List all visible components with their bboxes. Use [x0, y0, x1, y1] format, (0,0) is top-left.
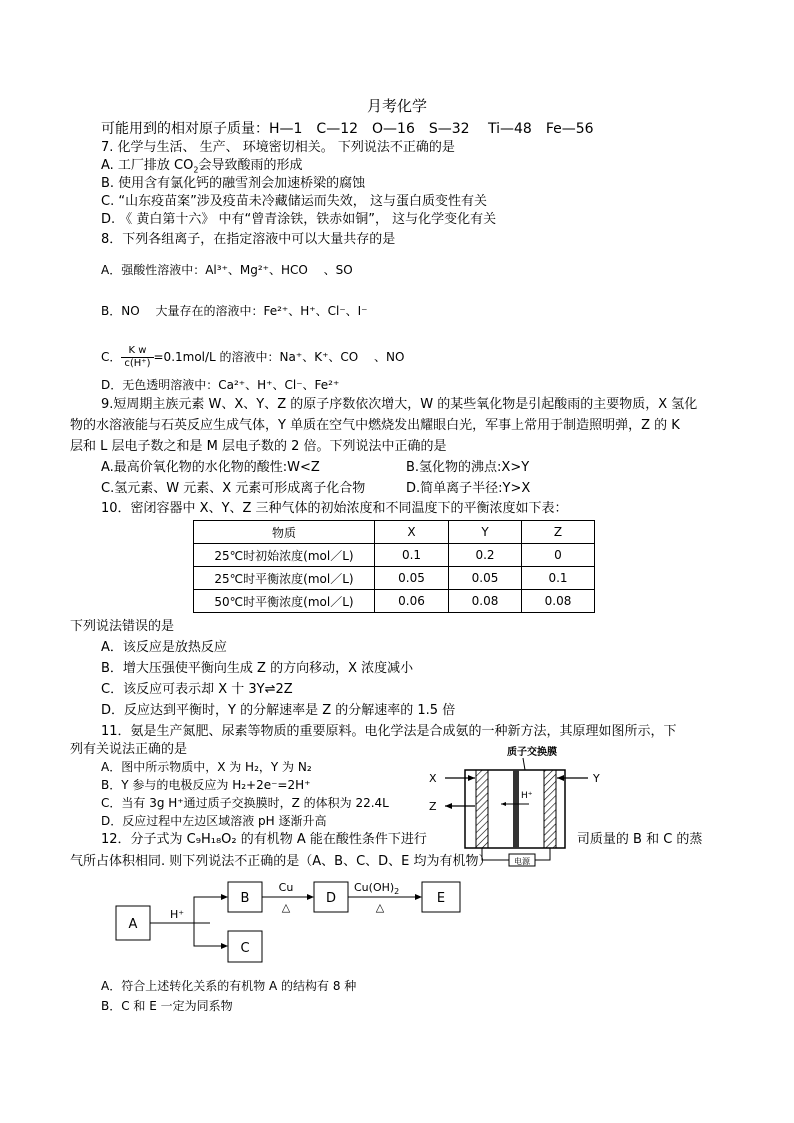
- z-label: Z: [429, 800, 437, 813]
- table-header-row: [194, 521, 595, 544]
- membrane-label: 质子交换膜: [507, 747, 557, 758]
- box-c-label: C: [240, 941, 250, 956]
- box-a-label: A: [128, 917, 138, 932]
- q10-stem: 10．密闭容器中 X、Y、Z 三种气体的初始浓度和不同温度下的平衡浓度如下表：: [101, 501, 568, 516]
- table-cell: 0.05: [375, 567, 449, 590]
- table-cell: 0.2: [449, 544, 522, 567]
- table-row: [194, 567, 595, 590]
- kw-fraction: $\frac{\text{K w}}{c(H^+)}$: [121, 345, 153, 370]
- cuoh2-label: $Cu(OH)_2$: [354, 881, 400, 896]
- q7-option-a: A. 工厂排放 $CO_2$会导致酸雨的形成: [101, 158, 303, 175]
- q12-line-1: 12．分子式为 C₉H₁₈O₂ 的有机物 A 能在酸性条件下进行 司质量的 B 和 C 的蒸: [101, 832, 703, 847]
- q11-option-b: B．Y 参与的电极反应为 H₂+2e⁻=2H⁺: [101, 778, 311, 792]
- reaction-scheme: [112, 874, 467, 974]
- q9-option-c: C.氢元素、W 元素、X 元素可形成离子化合物: [101, 481, 366, 496]
- q11-line-1: 11．氨是生产氮肥、尿素等物质的重要原料。电化学法是合成氨的一种新方法，其原理如图所示，下: [101, 724, 677, 739]
- q10-option-b: B．增大压强使平衡向生成 Z 的方向移动，X 浓度减小: [101, 661, 414, 676]
- proton-label: H⁺: [521, 791, 533, 801]
- box-d-label: D: [325, 891, 337, 906]
- table-cell: 25℃时初始浓度(mol／L): [194, 544, 375, 567]
- atomic-masses: 可能用到的相对原子质量：H—1 C—12 O—16 S—32 Ti—48 Fe—56: [101, 121, 594, 137]
- table-cell: 25℃时平衡浓度(mol／L): [194, 567, 375, 590]
- heat-2-label: △: [375, 901, 385, 914]
- q10-option-c: C．该反应可表示却 X 十 3Y⇌2Z: [101, 682, 293, 697]
- table-cell: 0.08: [522, 590, 595, 613]
- q12-line-2: 气所占体积相同. 则下列说法不正确的是（A、B、C、D、E 均为有机物）: [70, 854, 492, 869]
- q9-line-3: 层和 L 层电子数之和是 M 层电子数的 2 倍。下列说法中正确的是: [70, 439, 447, 454]
- table-row: [194, 590, 595, 613]
- page-title: 月考化学: [366, 97, 427, 115]
- q8-option-c: C． $\frac{\text{K w}}{c(H^+)}$ =0.1mol/L 的溶液中：Na⁺、K⁺、CO 、NO: [101, 345, 405, 369]
- table-cell: 0.05: [449, 567, 522, 590]
- q8-option-b: B．NO 大量存在的溶液中：Fe²⁺、H⁺、Cl⁻、I⁻: [101, 304, 368, 318]
- q10-option-a: A．该反应是放热反应: [101, 640, 227, 655]
- q7-option-d: D. 《 黄白第十六》 中有“曾青涂铁，铁赤如铜”， 这与化学变化有关: [101, 212, 497, 227]
- q9-line-2: 物的水溶液能与石英反应生成气体，Y 单质在空气中燃烧发出耀眼白光，军事上常用于制造照明弹，Z 的 K: [70, 418, 680, 433]
- power-label: 电源: [514, 857, 530, 866]
- q7-option-b: B. 使用含有氯化钙的融雪剂会加速桥梁的腐蚀: [101, 176, 366, 191]
- heat-1-label: △: [281, 901, 291, 914]
- table-row: [194, 544, 595, 567]
- q8-stem: 8．下列各组离子，在指定溶液中可以大量共存的是: [101, 232, 396, 247]
- q9-line-1: 9.短周期主族元素 W、X、Y、Z 的原子序数依次增大，W 的某些氧化物是引起酸雨的主要物质，X 氢化: [101, 397, 698, 412]
- q10-prompt: 下列说法错误的是: [70, 619, 175, 634]
- table-header: Y: [449, 521, 522, 544]
- q9-option-a: A.最高价氧化物的水化物的酸性:W<Z: [101, 460, 320, 475]
- table-header: Z: [522, 521, 595, 544]
- table-cell: 50℃时平衡浓度(mol／L): [194, 590, 375, 613]
- table-cell: 0.06: [375, 590, 449, 613]
- equilibrium-table: [193, 520, 595, 613]
- acid-label: H⁺: [170, 908, 185, 921]
- box-e-label: E: [436, 891, 446, 906]
- q9-option-b: B.氢化物的沸点:X>Y: [406, 460, 530, 475]
- q8-option-d: D．无色透明溶液中：Ca²⁺、H⁺、Cl⁻、Fe²⁺: [101, 378, 340, 392]
- q7-option-c: C. “山东疫苗案”涉及疫苗未冷藏储运而失效， 这与蛋白质变性有关: [101, 194, 487, 209]
- q8-option-a: A．强酸性溶液中：Al³⁺、Mg²⁺、HCO 、SO: [101, 263, 353, 277]
- q12-option-a: A．符合上述转化关系的有机物 A 的结构有 8 种: [101, 979, 357, 993]
- cu-label: Cu: [278, 881, 294, 894]
- q9-option-d: D.简单离子半径:Y>X: [406, 481, 531, 496]
- table-cell: 0.08: [449, 590, 522, 613]
- q11-option-c: C．当有 3g H⁺通过质子交换膜时，Z 的体积为 22.4L: [101, 796, 389, 810]
- table-header: 物质: [194, 521, 375, 544]
- q7-stem: 7. 化学与生活、 生产、 环境密切相关。 下列说法不正确的是: [101, 140, 455, 155]
- y-label: Y: [593, 772, 600, 785]
- table-header: X: [375, 521, 449, 544]
- q11-option-a: A．图中所示物质中，X 为 H₂，Y 为 N₂: [101, 760, 312, 774]
- q11-line-2: 列有关说法正确的是: [70, 742, 188, 757]
- q12-option-b: B．C 和 E 一定为同系物: [101, 999, 233, 1013]
- q11-option-d: D．反应过程中左边区域溶液 pH 逐渐升高: [101, 814, 327, 828]
- q10-option-d: D．反应达到平衡时，Y 的分解速率是 Z 的分解速率的 1.5 倍: [101, 703, 456, 718]
- box-b-label: B: [240, 891, 250, 906]
- table-cell: 0.1: [375, 544, 449, 567]
- table-cell: 0.1: [522, 567, 595, 590]
- x-label: X: [429, 772, 437, 785]
- table-cell: 0: [522, 544, 595, 567]
